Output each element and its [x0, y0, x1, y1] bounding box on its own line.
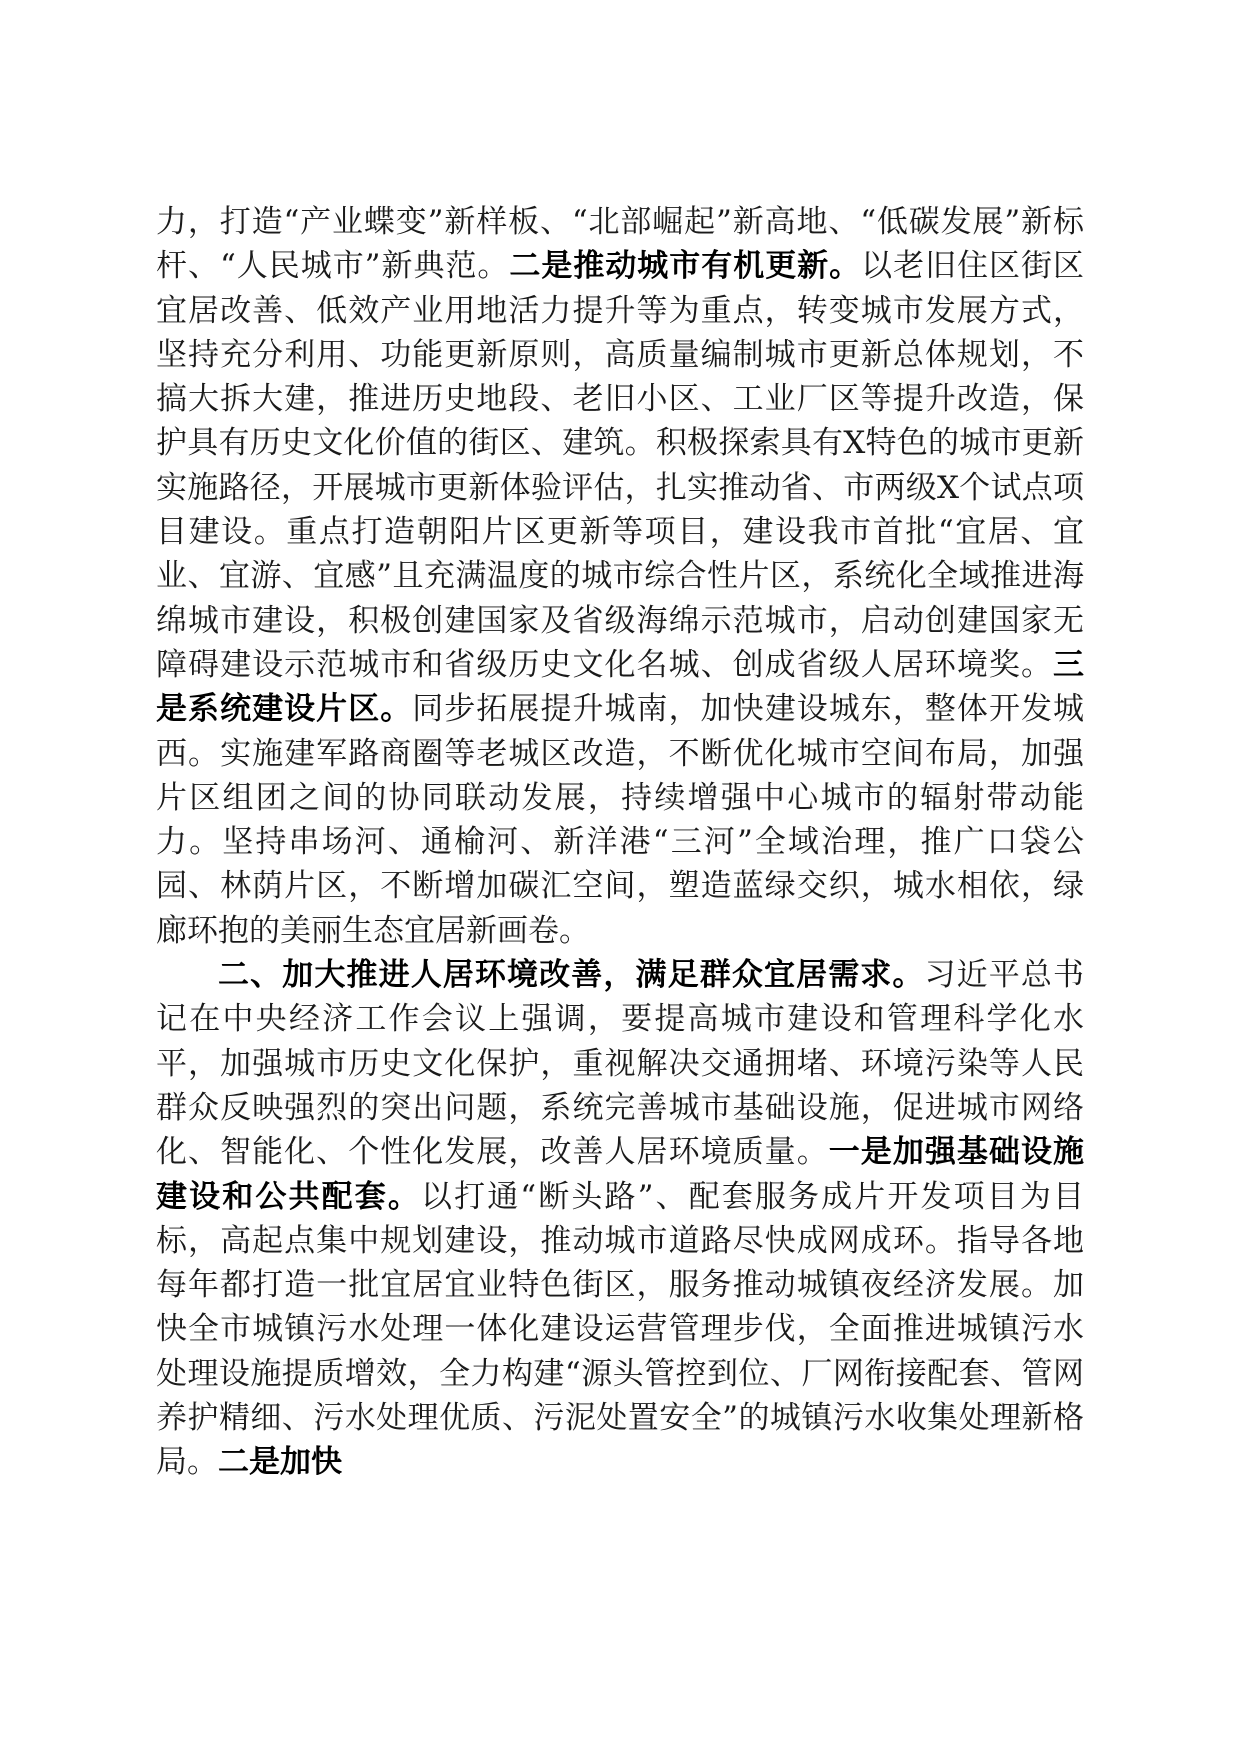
bold-subheading-continued: 二是加快 — [218, 1444, 342, 1481]
paragraph-text: 以老旧住区街区宜居改善、低效产业用地活力提升等为重点，转变城市发展方式，坚持充分利用、功能更新原则，高质量编制城市更新总体规划，不搞大拆大建，推进历史地段、老旧小区、工业厂区等提升改造，保护具有历史文化价值的街区、建筑。积极探索具有X特色的城市更新实施路径，开展城市更新体验评估，扎实推动省、市两级X个试点项目建设。重点打造朝阳片区更新等项目，建设我市首批“宜居、宜业、宜游、宜感”且充满温度的城市综合性片区，系统化全域推进海绵城市建设，积极创建国家及省级海绵示范城市，启动创建国家无障碍建设示范城市和省级历史文化名城、创成省级人居环境奖。 — [156, 248, 1084, 683]
paragraph-text: 以打通“断头路”、配套服务成片开发项目为目标，高起点集中规划建设，推动城市道路尽快成网成环。指导各地每年都打造一批宜居宜业特色街区，服务推动城镇夜经济发展。加快全市城镇污水处理一体化建设运营管理步伐，全面推进城镇污水处理设施提质增效，全力构建“源头管控到位、厂网衔接配套、管网养护精细、污水处理优质、污泥处置安全”的城镇污水收集处理新格局。 — [156, 1178, 1085, 1481]
bold-subheading-districts: 三是系统建设片区。 — [156, 646, 1084, 728]
bold-subheading-renewal: 二是推动城市有机更新。 — [509, 248, 862, 285]
document-body — [156, 200, 1084, 1485]
paragraph-text: 力，打造“产业蝶变”新样板、“北部崛起”新高地、“低碳发展”新标杆、“人民城市”新典范。 — [156, 204, 1084, 285]
paragraph-text: 同步拓展提升城南，加快建设城东，整体开发城西。实施建军路商圈等老城区改造，不断优化城市空间布局，加强片区组团之间的协同联动发展，持续增强中心城市的辐射带动能力。坚持串场河、通榆河、新洋港“三河”全域治理，推广口袋公园、林荫片区，不断增加碳汇空间，塑造蓝绿交织，城水相依，绿廊环抱的美丽生态宜居新画卷。 — [156, 691, 1085, 949]
paragraph-text: 习近平总书记在中央经济工作会议上强调，要提高城市建设和管理科学化水平，加强城市历史文化保护，重视解决交通拥堵、环境污染等人民群众反映强烈的突出问题，系统完善城市基础设施，促进城市网络化、智能化、个性化发展，改善人居环境质量。 — [156, 957, 1085, 1171]
paragraph-urban-renewal — [156, 200, 1084, 953]
paragraph-living-environment — [156, 953, 1084, 1485]
bold-subheading-infrastructure: 一是加强基础设施建设和公共配套。 — [156, 1134, 1084, 1215]
section-heading-living-environment: 二、加大推进人居环境改善，满足群众宜居需求。 — [218, 957, 925, 994]
